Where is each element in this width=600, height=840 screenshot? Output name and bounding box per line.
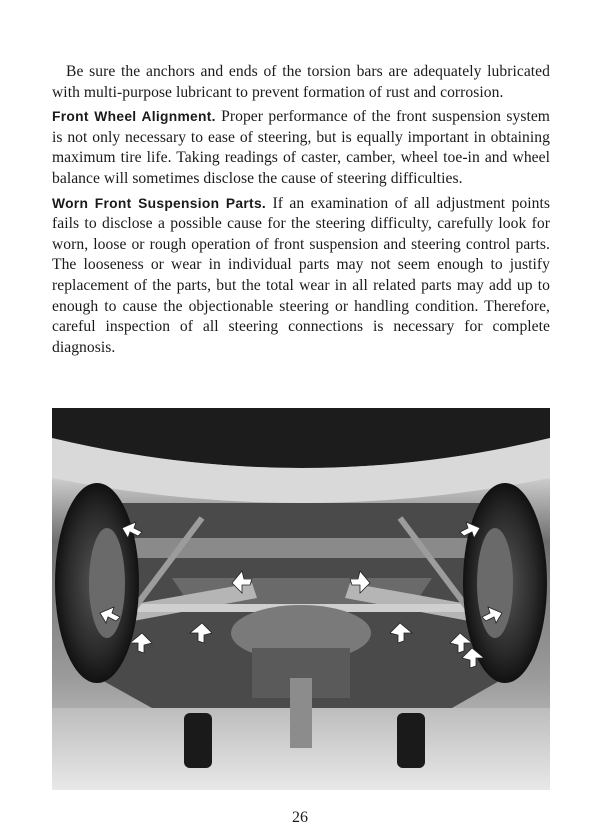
alignment-heading: Front Wheel Alignment.: [52, 109, 216, 125]
page-number: 26: [292, 809, 308, 826]
worn-parts-text: If an examination of all adjustment points fails to disclose a possible cause for the steering difficulty, carefully look for worn, loose or rough operation of front suspension and steering control parts. The looseness or wear in individual parts may not seem enough to justify replacement of the parts, but the total wear in all related parts may add up to enough to cause the objectionable steering or handling condition. Therefore, careful inspection of all steering connections is necessary for complete diagnosis.: [52, 194, 551, 356]
intro-text: Be sure the anchors and ends of the torsion bars are adequately lubricated with multi-purpose lubricant to prevent formation of rust and corrosion.: [52, 63, 550, 101]
body-text: [52, 62, 550, 362]
worn-parts-heading: Worn Front Suspension Parts.: [52, 195, 267, 211]
alignment-paragraph: [52, 107, 550, 189]
alignment-text: Proper performance of the front suspension system is not only necessary to ease of steering, but is equally important in obtaining maximum tire life. Taking readings of caster, camber, wheel toe-in and wheel balance will sometimes disclose the cause of steering difficulties.: [52, 108, 550, 187]
front-suspension-underside-photo-icon: [52, 408, 550, 790]
intro-paragraph: [52, 62, 550, 103]
suspension-photo: [52, 408, 550, 790]
worn-parts-paragraph: [52, 194, 550, 359]
